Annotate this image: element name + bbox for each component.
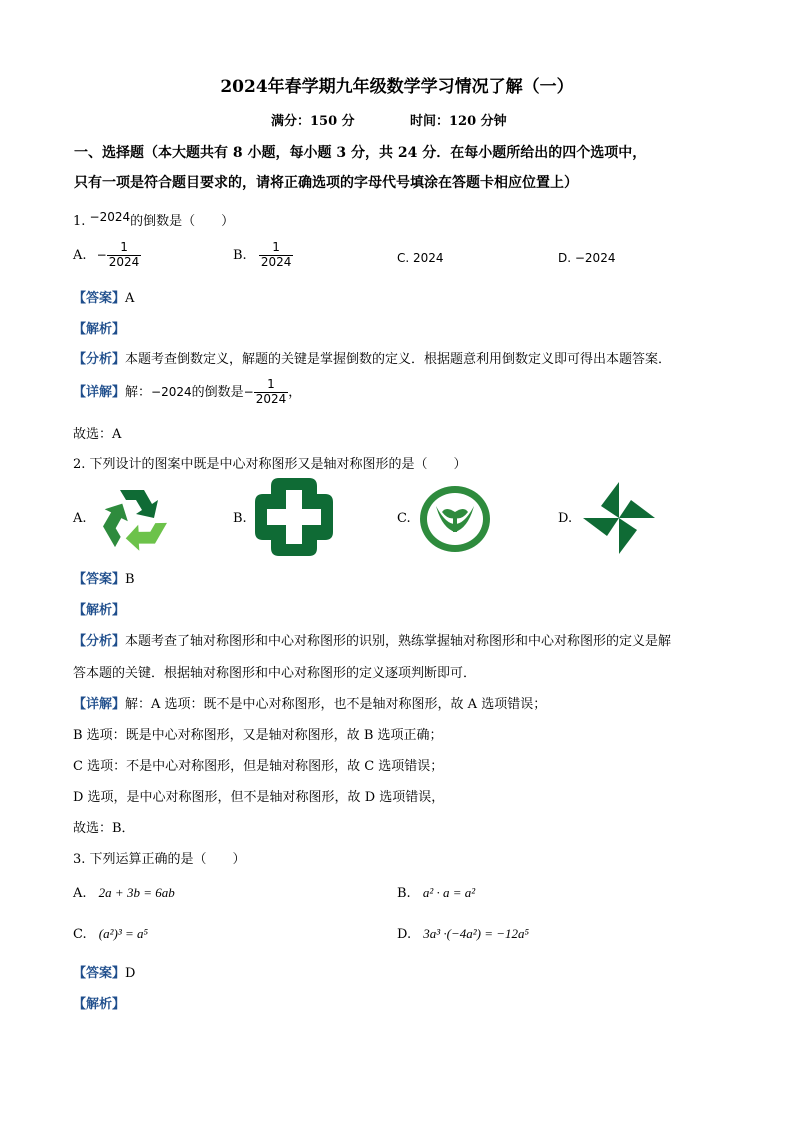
q3-option-d: D. 3a³ ·(−4a²) = −12a⁵ bbox=[397, 926, 530, 942]
q1-analysis-tag: 【解析】 bbox=[73, 322, 126, 337]
q2-fenxi-line1: 【分析】本题考查了轴对称图形和中心对称图形的识别，熟练掌握轴对称图形和中心对称图形的定义是解 bbox=[73, 634, 672, 649]
q1-stem: 1. −2024的倒数是（ ） bbox=[73, 210, 235, 229]
q2-detail-line2: B 选项：既是中心对称图形，又是轴对称图形，故 B 选项正确； bbox=[73, 728, 443, 743]
q1-option-a-fraction: $\frac{1}{2024}$ bbox=[108, 240, 140, 269]
exam-time: 时间：120 分钟 bbox=[410, 114, 507, 129]
q3-analysis-tag: 【解析】 bbox=[73, 997, 126, 1012]
section-instruction-line2: 只有一项是符合题目要求的，请将正确选项的字母代号填涂在答题卡相应位置上） bbox=[74, 175, 578, 191]
q1-option-b-fraction: $\frac{1}{2024}$ bbox=[260, 240, 292, 269]
q3-option-a: A. 2a + 3b = 6ab bbox=[73, 885, 175, 901]
q1-option-b: B. $\frac{1}{2024}$ bbox=[233, 240, 292, 269]
q2-detail-line3: C 选项：不是中心对称图形，但是轴对称图形，故 C 选项错误； bbox=[73, 759, 444, 774]
q2-fenxi-line2: 答本题的关键．根据轴对称图形和中心对称图形的定义逐项判断即可． bbox=[73, 666, 477, 681]
q1-option-a: A. − $\frac{1}{2024}$ bbox=[73, 240, 140, 269]
q2-option-b-label: B. bbox=[233, 511, 247, 526]
page-title: 2024年春学期九年级数学学习情况了解（一） bbox=[220, 77, 574, 97]
q3-option-c: C. (a²)³ = a⁵ bbox=[73, 926, 149, 942]
q1-detail: 【详解】解：−2024的倒数是− $\frac{1}{2024}$ ， bbox=[73, 377, 302, 406]
green-food-logo-icon bbox=[418, 484, 492, 554]
green-cross-icon bbox=[253, 476, 335, 558]
q3-answer: 【答案】D bbox=[73, 966, 136, 981]
q3-option-b: B. a² · a = a² bbox=[397, 885, 476, 901]
q2-stem: 2. 下列设计的图案中既是中心对称图形又是轴对称图形的是（ ） bbox=[73, 457, 467, 472]
pinwheel-icon bbox=[580, 480, 658, 556]
q1-choose: 故选：A bbox=[73, 427, 122, 442]
q2-answer: 【答案】B bbox=[73, 572, 135, 587]
q1-option-c: C. 2024 bbox=[397, 251, 444, 265]
full-score: 满分：150 分 bbox=[271, 114, 355, 129]
q1-detail-fraction: $\frac{1}{2024}$ bbox=[255, 377, 287, 406]
recycle-symbol-icon bbox=[92, 480, 176, 556]
q3-stem: 3. 下列运算正确的是（ ） bbox=[73, 852, 246, 867]
q2-option-c-label: C. bbox=[397, 511, 411, 526]
q2-option-a-label: A. bbox=[73, 511, 87, 526]
q2-detail-line1: 【详解】解：A 选项：既不是中心对称图形，也不是轴对称图形，故 A 选项错误； bbox=[73, 697, 547, 712]
q1-answer: 【答案】A bbox=[73, 291, 135, 306]
section-instruction-line1: 一、选择题（本大题共有 8 小题，每小题 3 分，共 24 分．在每小题所给出的四个选项中， bbox=[74, 145, 647, 161]
q1-fenxi: 【分析】本题考查倒数定义，解题的关键是掌握倒数的定义．根据题意利用倒数定义即可得出本题答案． bbox=[73, 352, 672, 367]
q1-option-d: D. −2024 bbox=[558, 251, 616, 265]
q2-option-d-label: D. bbox=[558, 511, 573, 526]
q2-analysis-tag: 【解析】 bbox=[73, 603, 126, 618]
q2-choose: 故选：B． bbox=[73, 821, 135, 836]
q2-detail-line4: D 选项，是中心对称图形，但不是轴对称图形，故 D 选项错误， bbox=[73, 790, 445, 805]
